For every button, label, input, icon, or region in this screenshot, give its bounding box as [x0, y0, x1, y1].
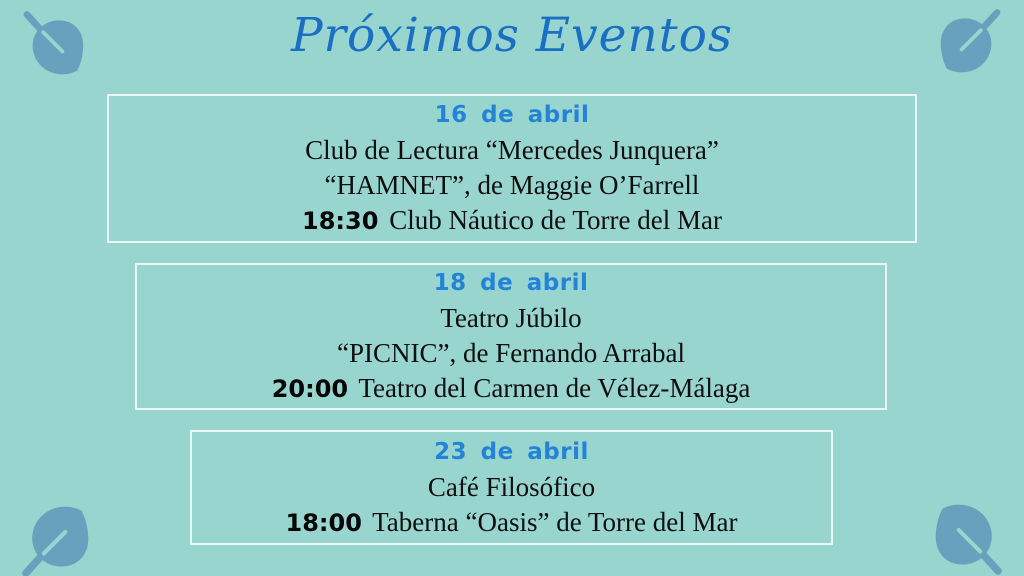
page-title: Próximos Eventos — [290, 8, 734, 63]
event-time-location — [286, 505, 738, 541]
event-title: Club de Lectura “Mercedes Junquera” — [305, 135, 719, 165]
event-card-18-abril — [135, 263, 887, 410]
event-card-23-abril — [190, 430, 833, 545]
event-date: 16 de abril — [434, 102, 590, 128]
event-card-16-abril — [107, 94, 917, 243]
event-time: 18:00 — [285, 508, 362, 537]
event-title: Teatro Júbilo — [440, 303, 582, 333]
event-location: Teatro del Carmen de Vélez-Málaga — [358, 373, 751, 403]
event-time-location — [272, 371, 751, 407]
event-time: 18:30 — [302, 207, 379, 235]
leaf-icon-bottom-left — [16, 496, 98, 576]
event-time: 20:00 — [271, 375, 349, 403]
event-title: Café Filosófico — [427, 471, 596, 502]
event-subtitle: “PICNIC”, de Fernando Arrabal — [337, 338, 685, 368]
leaf-icon-top-right — [932, 8, 1006, 82]
event-time-location — [302, 203, 722, 239]
event-subtitle: “HAMNET”, de Maggie O’Farrell — [324, 170, 700, 200]
event-location: Taberna “Oasis” de Torre del Mar — [372, 506, 738, 537]
leaf-icon-bottom-right — [926, 494, 1008, 576]
leaf-icon-top-left — [18, 10, 92, 84]
event-date: 23 de abril — [434, 438, 589, 465]
event-date: 18 de abril — [433, 270, 589, 296]
event-location: Club Náutico de Torre del Mar — [389, 205, 722, 235]
